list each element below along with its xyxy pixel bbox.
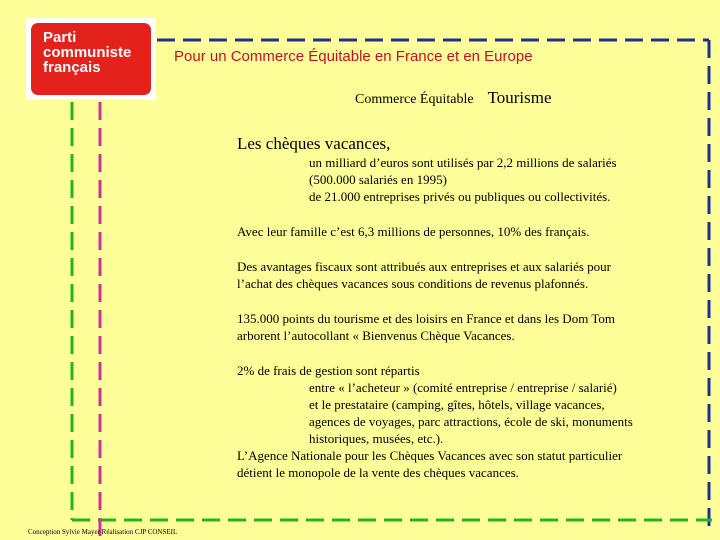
advantages-line: Des avantages fiscaux sont attribués aux entreprises et aux salariés pour	[237, 259, 611, 274]
fees-line: agences de voyages, parc attractions, école de ski, monuments	[309, 414, 633, 429]
intro-block	[237, 154, 687, 205]
points-line: 135.000 points du tourisme et des loisirs en France et dans les Dom Tom	[237, 311, 615, 326]
intro-line: un milliard d’euros sont utilisés par 2,2 millions de salariés	[309, 155, 617, 170]
breadcrumb-subsection: Tourisme	[487, 88, 552, 107]
party-logo	[26, 18, 156, 100]
fees-heading: 2% de frais de gestion sont répartis	[237, 363, 420, 378]
logo-line-1: Parti	[43, 29, 77, 46]
page-title: Pour un Commerce Équitable en France et en Europe	[174, 48, 533, 65]
fees-line: entre « l’acheteur » (comité entreprise / entreprise / salarié)	[309, 380, 617, 395]
fees-block	[237, 379, 687, 447]
fees-line: et le prestataire (camping, gîtes, hôtels, village vacances,	[309, 397, 605, 412]
advantages-line: l’achat des chèques vacances sous conditions de revenus plafonnés.	[237, 276, 589, 291]
agency-line: détient le monopole de la vente des chèques vacances.	[237, 465, 519, 480]
advantages-paragraph	[237, 258, 687, 292]
breadcrumb	[355, 88, 552, 108]
intro-line: de 21.000 entreprises privés ou publiques ou collectivités.	[309, 189, 611, 204]
intro-line: (500.000 salariés en 1995)	[309, 172, 447, 187]
points-paragraph	[237, 310, 687, 344]
logo-line-2: communiste	[43, 44, 132, 61]
party-logo-badge	[31, 23, 151, 95]
fees-paragraph	[237, 362, 687, 481]
footer-credit: Conception Sylvie Mayer Réalisation CJP CONSEIL	[28, 528, 178, 536]
main-content	[237, 134, 687, 481]
points-line: arborent l’autocollant « Bienvenus Chèque Vacances.	[237, 328, 515, 343]
family-paragraph: Avec leur famille c’est 6,3 millions de personnes, 10% des français.	[237, 224, 590, 239]
logo-line-3: français	[43, 59, 101, 76]
breadcrumb-section: Commerce Équitable	[355, 92, 474, 107]
section-heading: Les chèques vacances,	[237, 134, 391, 153]
fees-line: historiques, musées, etc.).	[309, 431, 444, 446]
agency-line: L’Agence Nationale pour les Chèques Vacances avec son statut particulier	[237, 448, 623, 463]
